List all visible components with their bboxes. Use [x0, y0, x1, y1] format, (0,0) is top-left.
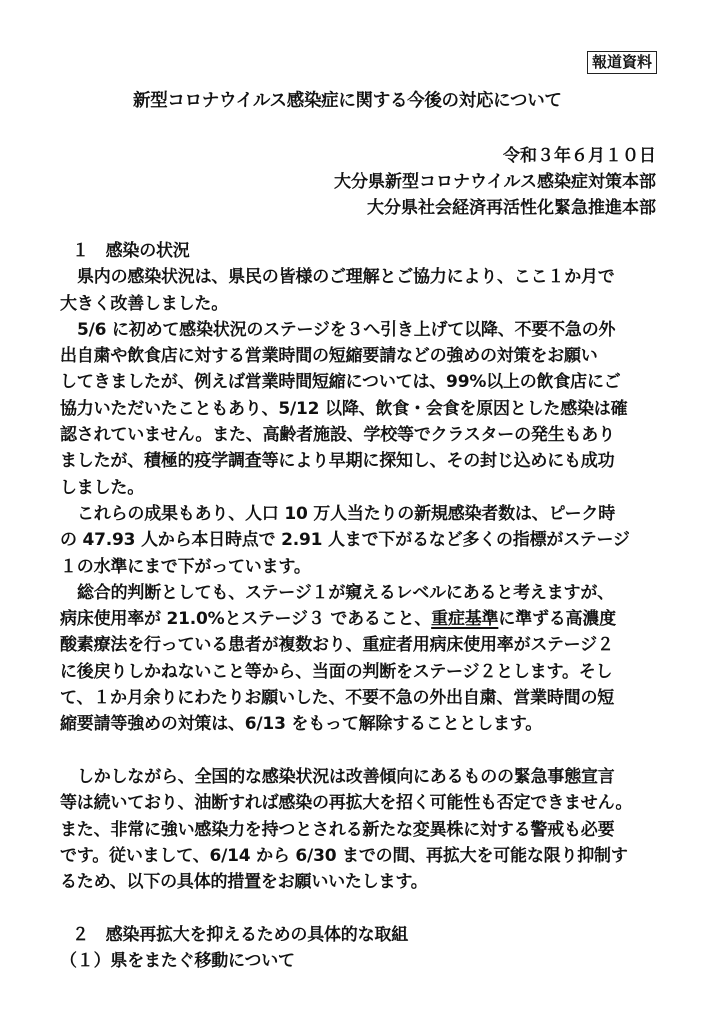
paragraph-line: 総合的判断としても、ステージ１が窺えるレベルにあると考えますが、: [77, 582, 614, 603]
underlined-term: 重症基準: [431, 609, 499, 630]
document-body: [60, 238, 670, 974]
blank-line: [60, 738, 670, 764]
paragraph-3: [60, 501, 670, 580]
paragraph-2: [60, 317, 670, 501]
paragraph-line: 県内の感染状況は、県民の皆様のご理解とご協力により、ここ１か月で: [77, 267, 615, 288]
issue-date: 令和３年６月１０日: [503, 146, 656, 166]
paragraph-line: １の水準にまで下がっています。: [60, 556, 311, 577]
issuer-block: [334, 143, 656, 221]
paragraph-line: に後戻りしかねないこと等から、当面の判断をステージ２とします。そし: [60, 661, 613, 682]
press-release-badge: 報道資料: [587, 51, 657, 74]
section-2-heading: ２ 感染再拡大を抑えるための具体的な取組: [72, 924, 408, 945]
paragraph-line: 等は続いており、油断すれば感染の再拡大を招く可能性も否定できません。: [60, 793, 633, 814]
paragraph-line: るため、以下の具体的措置をお願いいたします。: [60, 872, 428, 893]
paragraph-line: これらの成果もあり、人口 10 万人当たりの新規感染者数は、ピーク時: [77, 503, 616, 524]
paragraph-line: 協力いただいたこともあり、5/12 以降、飲食・会食を原因とした感染は確: [60, 398, 628, 419]
paragraph-line: 認されていません。また、高齢者施設、学校等でクラスターの発生もあり: [60, 425, 615, 446]
issuer-org-1: 大分県新型コロナウイルス感染症対策本部: [334, 172, 656, 192]
paragraph-1: [60, 264, 670, 317]
text-segment: 病床使用率が 21.0%とステージ３ であること、: [60, 609, 432, 630]
document-title: 新型コロナウイルス感染症に関する今後の対応について: [133, 91, 562, 111]
paragraph-line: 縮要請等強めの対策は、6/13 をもって解除することとします。: [60, 714, 543, 735]
paragraph-line: また、非常に強い感染力を持つとされる新たな変異株に対する警戒も必要: [60, 819, 615, 840]
blank-line: [60, 895, 670, 921]
issuer-org-2: 大分県社会経済再活性化緊急推進本部: [367, 198, 656, 218]
section-1-heading: １ 感染の状況: [72, 241, 190, 261]
paragraph-line: 酸素療法を行っている患者が複数おり、重症者用病床使用率がステージ２: [60, 635, 614, 656]
paragraph-line-with-underline: [60, 606, 670, 632]
paragraph-line: て、１か月余りにわたりお願いした、不要不急の外出自粛、営業時間の短: [60, 688, 615, 709]
paragraph-line: 5/6 に初めて感染状況のステージを３へ引き上げて以降、不要不急の外: [77, 319, 616, 340]
paragraph-line: 大きく改善しました。: [60, 293, 228, 314]
subsection-heading: （１）県をまたぐ移動について: [60, 951, 295, 972]
paragraph-line: です。従いまして、6/14 から 6/30 までの間、再拡大を可能な限り抑制す: [60, 845, 628, 866]
paragraph-line: してきましたが、例えば営業時間短縮については、99%以上の飲食店にご: [60, 372, 621, 393]
paragraph-line: しかしながら、全国的な感染状況は改善傾向にあるものの緊急事態宣言: [77, 766, 615, 787]
paragraph-line: の 47.93 人から本日時点で 2.91 人まで下がるなど多くの指標がステージ: [60, 530, 630, 551]
paragraph-line: 出自粛や飲食店に対する営業時間の短縮要請などの強めの対策をお願い: [60, 346, 598, 367]
paragraph-4: [60, 580, 670, 738]
paragraph-5: [60, 764, 670, 895]
text-segment: に準ずる高濃度: [498, 609, 616, 630]
paragraph-line: しました。: [60, 477, 144, 498]
paragraph-line: ましたが、積極的疫学調査等により早期に探知し、その封じ込めにも成功: [60, 451, 615, 472]
